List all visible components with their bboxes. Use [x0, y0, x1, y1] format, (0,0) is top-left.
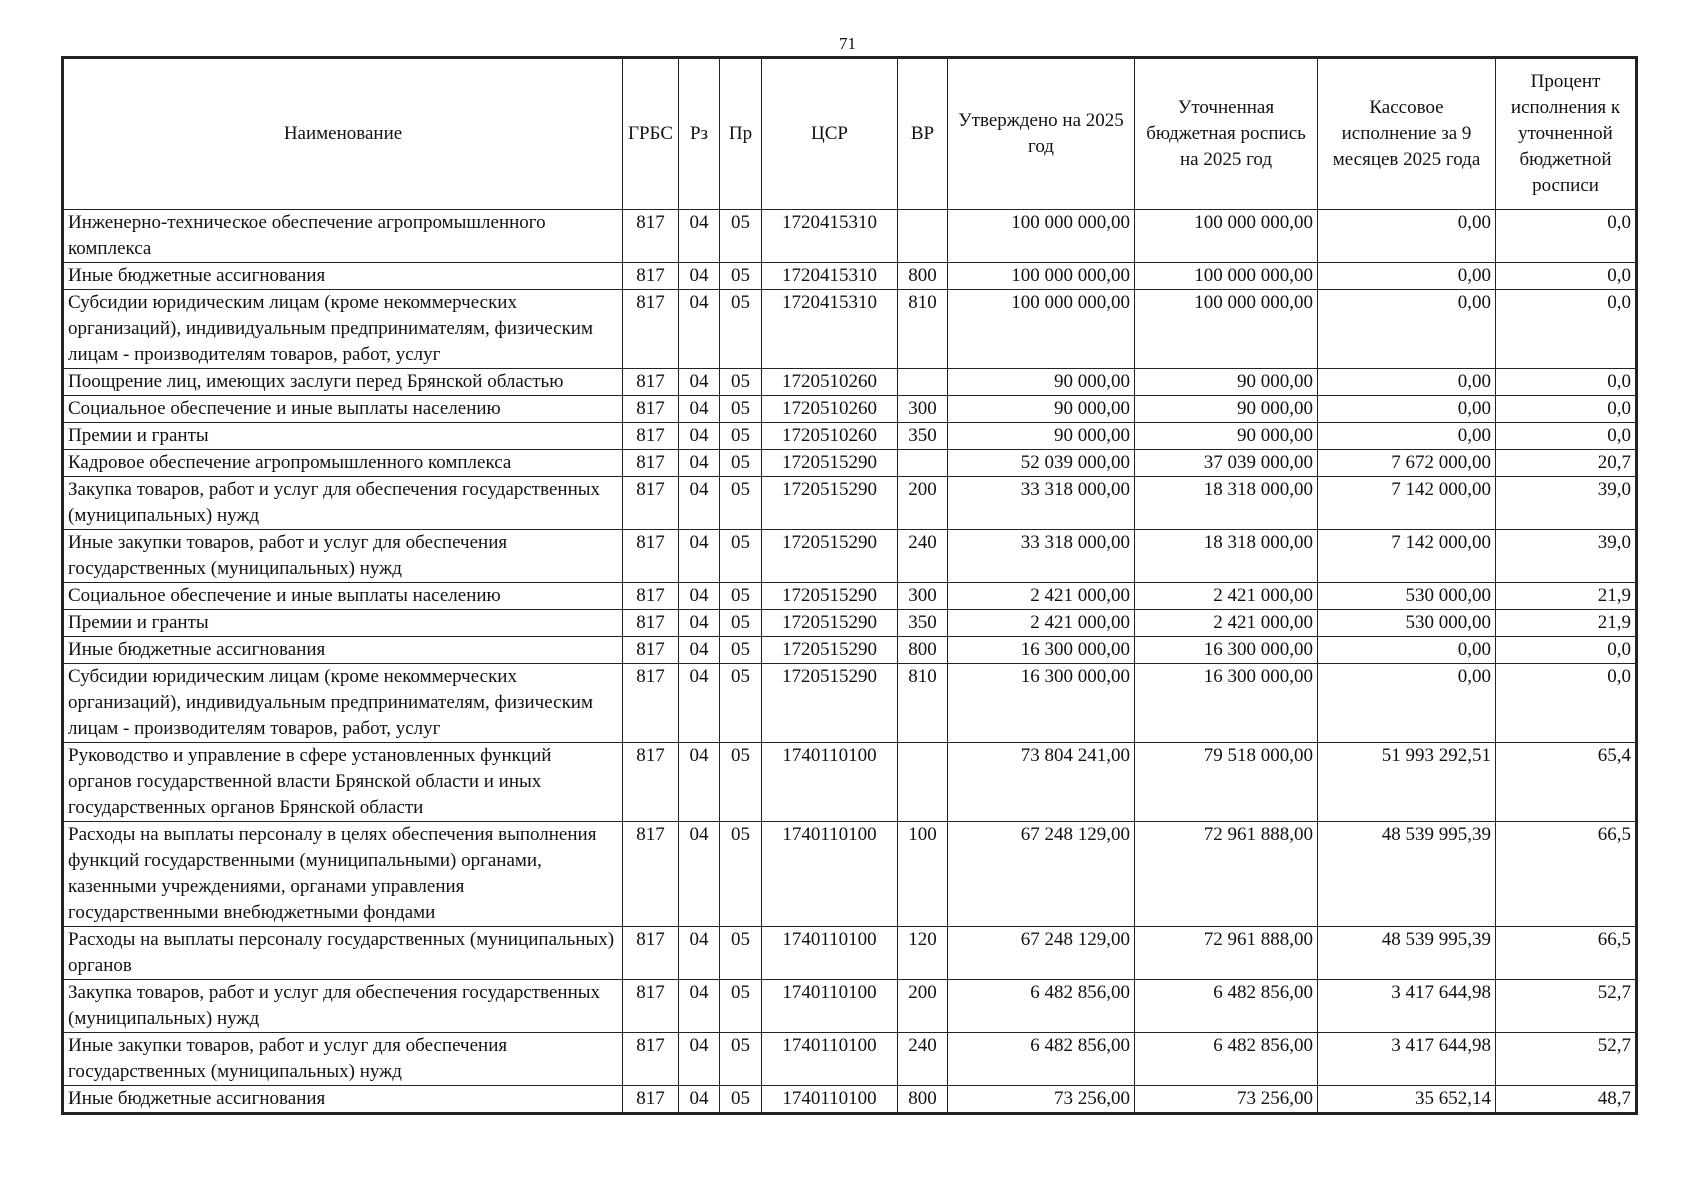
cell-name: Иные закупки товаров, работ и услуг для обеспечения государственных (муниципальных) нужд: [64, 530, 623, 583]
cell-grbs: 817: [623, 743, 679, 822]
cell-refined: 100 000 000,00: [1135, 290, 1318, 369]
cell-approved: 16 300 000,00: [948, 664, 1135, 743]
cell-pr: 05: [720, 477, 762, 530]
cell-percent: 66,5: [1496, 822, 1636, 927]
cell-grbs: 817: [623, 210, 679, 263]
cell-refined: 37 039 000,00: [1135, 450, 1318, 477]
cell-approved: 100 000 000,00: [948, 263, 1135, 290]
cell-vr: 810: [898, 290, 948, 369]
cell-pr: 05: [720, 263, 762, 290]
cell-percent: 39,0: [1496, 530, 1636, 583]
cell-cash: 0,00: [1318, 637, 1496, 664]
cell-approved: 73 256,00: [948, 1086, 1135, 1113]
cell-csr: 1740110100: [762, 980, 898, 1033]
header-vr: ВР: [898, 59, 948, 210]
cell-pr: 05: [720, 450, 762, 477]
cell-percent: 0,0: [1496, 637, 1636, 664]
table-row: [64, 637, 1636, 664]
cell-refined: 18 318 000,00: [1135, 477, 1318, 530]
cell-rz: 04: [679, 822, 720, 927]
cell-approved: 67 248 129,00: [948, 822, 1135, 927]
table-row: [64, 610, 1636, 637]
cell-vr: 120: [898, 927, 948, 980]
cell-cash: 0,00: [1318, 210, 1496, 263]
cell-csr: 1740110100: [762, 927, 898, 980]
cell-name: Расходы на выплаты персоналу в целях обеспечения выполнения функций государственными (муниципальными) органами, казенными учреждениями, органами управления государственными внебюджетными фондами: [64, 822, 623, 927]
cell-pr: 05: [720, 637, 762, 664]
cell-percent: 0,0: [1496, 263, 1636, 290]
cell-approved: 6 482 856,00: [948, 980, 1135, 1033]
cell-csr: 1720510260: [762, 396, 898, 423]
cell-grbs: 817: [623, 583, 679, 610]
cell-name: Поощрение лиц, имеющих заслуги перед Брянской областью: [64, 369, 623, 396]
cell-name: Иные закупки товаров, работ и услуг для обеспечения государственных (муниципальных) нужд: [64, 1033, 623, 1086]
cell-rz: 04: [679, 610, 720, 637]
cell-grbs: 817: [623, 396, 679, 423]
cell-percent: 0,0: [1496, 210, 1636, 263]
cell-grbs: 817: [623, 927, 679, 980]
cell-name: Субсидии юридическим лицам (кроме некоммерческих организаций), индивидуальным предпринимателям, физическим лицам - производителям товаров, работ, услуг: [64, 290, 623, 369]
cell-name: Руководство и управление в сфере установленных функций органов государственной власти Брянской области и иных государственных органов Брянской области: [64, 743, 623, 822]
cell-name: Иные бюджетные ассигнования: [64, 1086, 623, 1113]
cell-pr: 05: [720, 610, 762, 637]
cell-refined: 6 482 856,00: [1135, 980, 1318, 1033]
cell-csr: 1740110100: [762, 822, 898, 927]
cell-refined: 72 961 888,00: [1135, 822, 1318, 927]
cell-csr: 1720510260: [762, 423, 898, 450]
header-percent: Процент исполнения к уточненной бюджетной росписи: [1496, 59, 1636, 210]
cell-name: Закупка товаров, работ и услуг для обеспечения государственных (муниципальных) нужд: [64, 980, 623, 1033]
cell-rz: 04: [679, 263, 720, 290]
cell-percent: 0,0: [1496, 369, 1636, 396]
cell-percent: 48,7: [1496, 1086, 1636, 1113]
cell-vr: 800: [898, 1086, 948, 1113]
cell-cash: 530 000,00: [1318, 610, 1496, 637]
cell-csr: 1720515290: [762, 530, 898, 583]
cell-pr: 05: [720, 530, 762, 583]
cell-approved: 100 000 000,00: [948, 210, 1135, 263]
header-pr: Пр: [720, 59, 762, 210]
cell-csr: 1720515290: [762, 450, 898, 477]
cell-rz: 04: [679, 396, 720, 423]
cell-csr: 1720515290: [762, 583, 898, 610]
cell-vr: 300: [898, 583, 948, 610]
cell-grbs: 817: [623, 980, 679, 1033]
cell-grbs: 817: [623, 263, 679, 290]
cell-percent: 66,5: [1496, 927, 1636, 980]
table-row: [64, 450, 1636, 477]
cell-refined: 72 961 888,00: [1135, 927, 1318, 980]
cell-rz: 04: [679, 1033, 720, 1086]
table-row: [64, 210, 1636, 263]
cell-rz: 04: [679, 664, 720, 743]
table-row: [64, 396, 1636, 423]
cell-rz: 04: [679, 743, 720, 822]
cell-approved: 2 421 000,00: [948, 583, 1135, 610]
cell-percent: 0,0: [1496, 396, 1636, 423]
table-row: [64, 743, 1636, 822]
cell-cash: 48 539 995,39: [1318, 822, 1496, 927]
header-refined: Уточненная бюджетная роспись на 2025 год: [1135, 59, 1318, 210]
cell-name: Кадровое обеспечение агропромышленного комплекса: [64, 450, 623, 477]
table-header-row: [64, 59, 1636, 210]
cell-vr: 240: [898, 530, 948, 583]
cell-rz: 04: [679, 583, 720, 610]
cell-cash: 3 417 644,98: [1318, 1033, 1496, 1086]
cell-vr: 350: [898, 423, 948, 450]
cell-name: Премии и гранты: [64, 610, 623, 637]
cell-csr: 1720515290: [762, 637, 898, 664]
cell-refined: 100 000 000,00: [1135, 210, 1318, 263]
cell-vr: 200: [898, 980, 948, 1033]
cell-percent: 65,4: [1496, 743, 1636, 822]
cell-csr: 1720515290: [762, 610, 898, 637]
cell-refined: 18 318 000,00: [1135, 530, 1318, 583]
table-row: [64, 583, 1636, 610]
cell-approved: 33 318 000,00: [948, 530, 1135, 583]
cell-csr: 1740110100: [762, 1086, 898, 1113]
cell-percent: 0,0: [1496, 664, 1636, 743]
cell-cash: 3 417 644,98: [1318, 980, 1496, 1033]
cell-refined: 90 000,00: [1135, 423, 1318, 450]
cell-approved: 90 000,00: [948, 369, 1135, 396]
cell-cash: 7 142 000,00: [1318, 477, 1496, 530]
cell-csr: 1740110100: [762, 743, 898, 822]
cell-percent: 52,7: [1496, 980, 1636, 1033]
cell-refined: 90 000,00: [1135, 369, 1318, 396]
cell-percent: 0,0: [1496, 423, 1636, 450]
cell-cash: 51 993 292,51: [1318, 743, 1496, 822]
cell-refined: 79 518 000,00: [1135, 743, 1318, 822]
cell-pr: 05: [720, 583, 762, 610]
cell-grbs: 817: [623, 637, 679, 664]
cell-refined: 2 421 000,00: [1135, 583, 1318, 610]
cell-pr: 05: [720, 210, 762, 263]
table-row: [64, 290, 1636, 369]
cell-rz: 04: [679, 530, 720, 583]
cell-name: Инженерно-техническое обеспечение агропромышленного комплекса: [64, 210, 623, 263]
cell-pr: 05: [720, 822, 762, 927]
cell-vr: [898, 369, 948, 396]
cell-cash: 0,00: [1318, 290, 1496, 369]
cell-approved: 33 318 000,00: [948, 477, 1135, 530]
cell-name: Социальное обеспечение и иные выплаты населению: [64, 583, 623, 610]
table-row: [64, 927, 1636, 980]
cell-csr: 1720415310: [762, 210, 898, 263]
cell-refined: 2 421 000,00: [1135, 610, 1318, 637]
header-name: Наименование: [64, 59, 623, 210]
header-grbs: ГРБС: [623, 59, 679, 210]
cell-rz: 04: [679, 637, 720, 664]
cell-approved: 52 039 000,00: [948, 450, 1135, 477]
cell-approved: 6 482 856,00: [948, 1033, 1135, 1086]
cell-vr: 800: [898, 263, 948, 290]
cell-percent: 21,9: [1496, 583, 1636, 610]
table-row: [64, 477, 1636, 530]
cell-rz: 04: [679, 423, 720, 450]
cell-grbs: 817: [623, 1033, 679, 1086]
header-rz: Рз: [679, 59, 720, 210]
cell-cash: 0,00: [1318, 664, 1496, 743]
cell-grbs: 817: [623, 822, 679, 927]
cell-pr: 05: [720, 369, 762, 396]
cell-name: Расходы на выплаты персоналу государственных (муниципальных) органов: [64, 927, 623, 980]
cell-grbs: 817: [623, 477, 679, 530]
cell-percent: 20,7: [1496, 450, 1636, 477]
cell-csr: 1720515290: [762, 664, 898, 743]
cell-pr: 05: [720, 980, 762, 1033]
cell-grbs: 817: [623, 610, 679, 637]
cell-approved: 90 000,00: [948, 396, 1135, 423]
cell-csr: 1720415310: [762, 290, 898, 369]
cell-refined: 73 256,00: [1135, 1086, 1318, 1113]
cell-rz: 04: [679, 369, 720, 396]
cell-approved: 67 248 129,00: [948, 927, 1135, 980]
cell-rz: 04: [679, 927, 720, 980]
budget-table: [63, 58, 1636, 1113]
cell-pr: 05: [720, 664, 762, 743]
cell-grbs: 817: [623, 290, 679, 369]
table-row: [64, 530, 1636, 583]
cell-name: Закупка товаров, работ и услуг для обеспечения государственных (муниципальных) нужд: [64, 477, 623, 530]
cell-name: Иные бюджетные ассигнования: [64, 263, 623, 290]
cell-percent: 0,0: [1496, 290, 1636, 369]
cell-pr: 05: [720, 1033, 762, 1086]
cell-refined: 6 482 856,00: [1135, 1033, 1318, 1086]
cell-vr: 800: [898, 637, 948, 664]
cell-approved: 2 421 000,00: [948, 610, 1135, 637]
cell-cash: 7 672 000,00: [1318, 450, 1496, 477]
header-csr: ЦСР: [762, 59, 898, 210]
cell-csr: 1740110100: [762, 1033, 898, 1086]
cell-vr: [898, 743, 948, 822]
cell-percent: 21,9: [1496, 610, 1636, 637]
cell-cash: 7 142 000,00: [1318, 530, 1496, 583]
cell-refined: 90 000,00: [1135, 396, 1318, 423]
cell-cash: 0,00: [1318, 369, 1496, 396]
cell-vr: 350: [898, 610, 948, 637]
cell-csr: 1720515290: [762, 477, 898, 530]
cell-pr: 05: [720, 927, 762, 980]
cell-vr: 240: [898, 1033, 948, 1086]
cell-vr: 100: [898, 822, 948, 927]
cell-rz: 04: [679, 210, 720, 263]
cell-vr: 300: [898, 396, 948, 423]
cell-approved: 100 000 000,00: [948, 290, 1135, 369]
cell-pr: 05: [720, 1086, 762, 1113]
header-cash: Кассовое исполнение за 9 месяцев 2025 года: [1318, 59, 1496, 210]
cell-csr: 1720510260: [762, 369, 898, 396]
cell-vr: [898, 450, 948, 477]
cell-grbs: 817: [623, 369, 679, 396]
table-row: [64, 664, 1636, 743]
cell-approved: 73 804 241,00: [948, 743, 1135, 822]
cell-refined: 16 300 000,00: [1135, 637, 1318, 664]
cell-grbs: 817: [623, 530, 679, 583]
cell-approved: 16 300 000,00: [948, 637, 1135, 664]
cell-pr: 05: [720, 743, 762, 822]
header-approved: Утверждено на 2025 год: [948, 59, 1135, 210]
cell-grbs: 817: [623, 1086, 679, 1113]
cell-cash: 35 652,14: [1318, 1086, 1496, 1113]
cell-refined: 16 300 000,00: [1135, 664, 1318, 743]
cell-rz: 04: [679, 980, 720, 1033]
table-row: [64, 980, 1636, 1033]
table-row: [64, 822, 1636, 927]
cell-pr: 05: [720, 290, 762, 369]
cell-grbs: 817: [623, 450, 679, 477]
table-row: [64, 1086, 1636, 1113]
table-row: [64, 263, 1636, 290]
cell-grbs: 817: [623, 664, 679, 743]
cell-name: Субсидии юридическим лицам (кроме некоммерческих организаций), индивидуальным предпринимателям, физическим лицам - производителям товаров, работ, услуг: [64, 664, 623, 743]
cell-vr: 200: [898, 477, 948, 530]
cell-name: Социальное обеспечение и иные выплаты населению: [64, 396, 623, 423]
cell-vr: [898, 210, 948, 263]
table-row: [64, 423, 1636, 450]
page-number: 71: [839, 34, 856, 53]
table-row: [64, 1033, 1636, 1086]
cell-rz: 04: [679, 290, 720, 369]
cell-vr: 810: [898, 664, 948, 743]
cell-cash: 530 000,00: [1318, 583, 1496, 610]
table-body: [64, 210, 1636, 1113]
cell-percent: 52,7: [1496, 1033, 1636, 1086]
cell-refined: 100 000 000,00: [1135, 263, 1318, 290]
cell-name: Премии и гранты: [64, 423, 623, 450]
cell-cash: 0,00: [1318, 263, 1496, 290]
cell-rz: 04: [679, 477, 720, 530]
cell-rz: 04: [679, 450, 720, 477]
cell-pr: 05: [720, 423, 762, 450]
cell-csr: 1720415310: [762, 263, 898, 290]
cell-cash: 0,00: [1318, 423, 1496, 450]
cell-pr: 05: [720, 396, 762, 423]
cell-cash: 48 539 995,39: [1318, 927, 1496, 980]
cell-percent: 39,0: [1496, 477, 1636, 530]
cell-grbs: 817: [623, 423, 679, 450]
cell-rz: 04: [679, 1086, 720, 1113]
cell-cash: 0,00: [1318, 396, 1496, 423]
cell-approved: 90 000,00: [948, 423, 1135, 450]
table-row: [64, 369, 1636, 396]
cell-name: Иные бюджетные ассигнования: [64, 637, 623, 664]
